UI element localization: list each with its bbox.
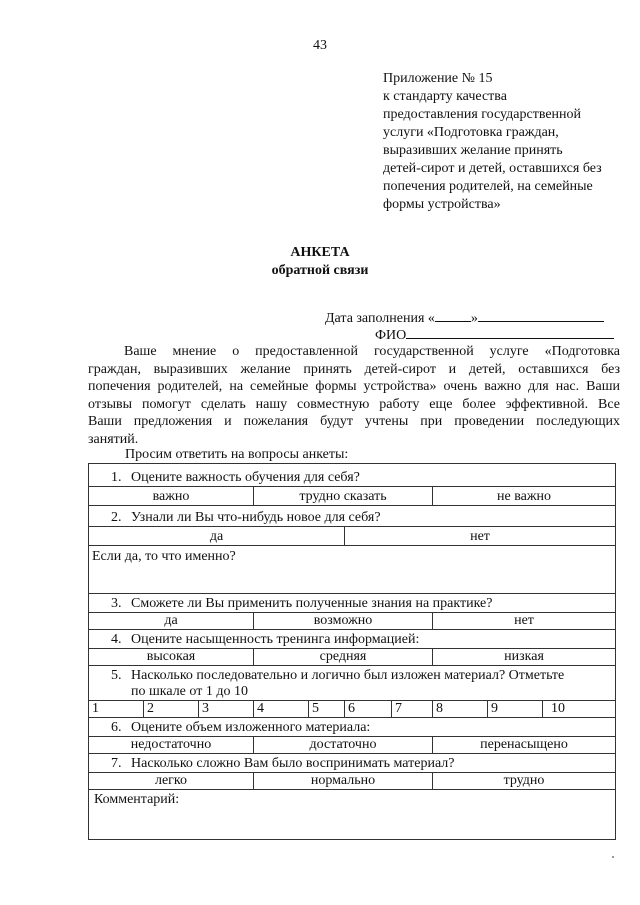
q6-option-insufficient[interactable]: недостаточно (89, 737, 254, 754)
q4-option-medium[interactable]: средняя (254, 649, 433, 666)
q2-option-yes[interactable]: да (89, 527, 345, 546)
title-sub: обратной связи (271, 263, 369, 278)
q2-option-no[interactable]: нет (345, 527, 616, 546)
q4-option-low[interactable]: низкая (433, 649, 616, 666)
q5-scale-7[interactable]: 7 (392, 701, 433, 718)
question-row (89, 754, 616, 773)
answer-row (89, 613, 616, 630)
question-7: 7. Насколько сложно Вам было воспринимать материал? (89, 754, 616, 773)
question-1: 1. Оцените важность обучения для себя? (89, 464, 616, 487)
question-row (89, 630, 616, 649)
question-2: 2. Узнали ли Вы что-нибудь новое для себя? (89, 506, 616, 527)
question-row (89, 594, 616, 613)
date-day-blank[interactable] (435, 307, 471, 322)
q5-scale-1[interactable]: 1 (89, 701, 144, 718)
form-title (0, 244, 640, 280)
question-row (89, 718, 616, 737)
q5-scale-4[interactable]: 4 (254, 701, 309, 718)
q2-followup-field[interactable]: Если да, то что именно? (89, 546, 616, 594)
answer-row (89, 737, 616, 754)
appendix-line: предоставления государственной (383, 107, 582, 122)
scale-row (89, 701, 616, 718)
q3-option-no[interactable]: нет (433, 613, 616, 630)
q5-scale-10[interactable]: 10 (543, 701, 616, 718)
q6-option-oversaturated[interactable]: перенасыщено (433, 737, 616, 754)
q1-option-important[interactable]: важно (89, 487, 254, 506)
q5-scale-5[interactable]: 5 (309, 701, 345, 718)
scan-speck (612, 856, 614, 858)
answer-row (89, 546, 616, 594)
q6-option-sufficient[interactable]: достаточно (254, 737, 433, 754)
appendix-note (383, 70, 633, 214)
fio-blank[interactable] (406, 324, 614, 339)
q7-option-hard[interactable]: трудно (433, 773, 616, 790)
intro-line: граждан, выразивших желание принять детей-сирот и детей, оставшихся без (88, 361, 620, 377)
q5-scale-6[interactable]: 6 (345, 701, 392, 718)
answer-row (89, 773, 616, 790)
q5-scale-8[interactable]: 8 (433, 701, 488, 718)
question-4: 4. Оцените насыщенность тренинга информацией: (89, 630, 616, 649)
q7-option-normal[interactable]: нормально (254, 773, 433, 790)
page-number: 43 (313, 38, 327, 53)
fill-date-label: Дата заполнения « (325, 311, 435, 326)
title-main: АНКЕТА (290, 245, 350, 260)
intro-line: Ваши предложения и пожелания будут учтены при проведении последующих (88, 414, 620, 429)
intro-paragraph (88, 343, 620, 448)
intro-line: попечения родителей, на семейные формы устройства» очень важно для нас. Ваши (88, 379, 620, 394)
q1-option-not-important[interactable]: не важно (433, 487, 616, 506)
q3-option-yes[interactable]: да (89, 613, 254, 630)
appendix-line: к стандарту качества (383, 89, 507, 104)
date-month-year-blank[interactable] (478, 307, 604, 322)
intro-line: занятий. (88, 431, 139, 447)
answer-row (89, 487, 616, 506)
ask-label: Просим ответить на вопросы анкеты: (125, 447, 349, 462)
question-row (89, 506, 616, 527)
appendix-line: Приложение № 15 (383, 71, 493, 86)
comment-row (89, 790, 616, 840)
appendix-line: формы устройства» (383, 197, 501, 212)
fill-date-mid: » (470, 311, 478, 326)
q5-scale-3[interactable]: 3 (199, 701, 254, 718)
appendix-line: выразивших желание принять (383, 143, 563, 158)
q7-option-easy[interactable]: легко (89, 773, 254, 790)
q5-scale-9[interactable]: 9 (488, 701, 543, 718)
appendix-line: попечения родителей, на семейные (383, 179, 593, 194)
comment-field[interactable]: Комментарий: (89, 790, 616, 840)
question-3: 3. Сможете ли Вы применить полученные знания на практике? (89, 594, 616, 613)
answer-row (89, 649, 616, 666)
fio-field[interactable] (375, 324, 614, 344)
q4-option-high[interactable]: высокая (89, 649, 254, 666)
appendix-line: услуги «Подготовка граждан, (383, 125, 559, 140)
intro-line: Ваше мнение о предоставленной государственной услуге «Подготовка (124, 344, 620, 359)
q3-option-maybe[interactable]: возможно (254, 613, 433, 630)
question-6: 6. Оцените объем изложенного материала: (89, 718, 616, 737)
q5-scale-2[interactable]: 2 (144, 701, 199, 718)
fio-label: ФИО (375, 328, 407, 343)
appendix-line: детей-сирот и детей, оставшихся без (383, 161, 602, 176)
answer-row (89, 527, 616, 546)
question-5: 5. Насколько последовательно и логично был изложен материал? Отметьте по шкале от 1 до 10 (89, 666, 616, 701)
question-row (89, 666, 616, 701)
question-row (89, 464, 616, 487)
intro-line: отзывы помогут сделать нашу совместную работу еще более эффективной. Все (88, 396, 620, 412)
q1-option-hard-to-say[interactable]: трудно сказать (254, 487, 433, 506)
questionnaire-table (88, 463, 616, 840)
